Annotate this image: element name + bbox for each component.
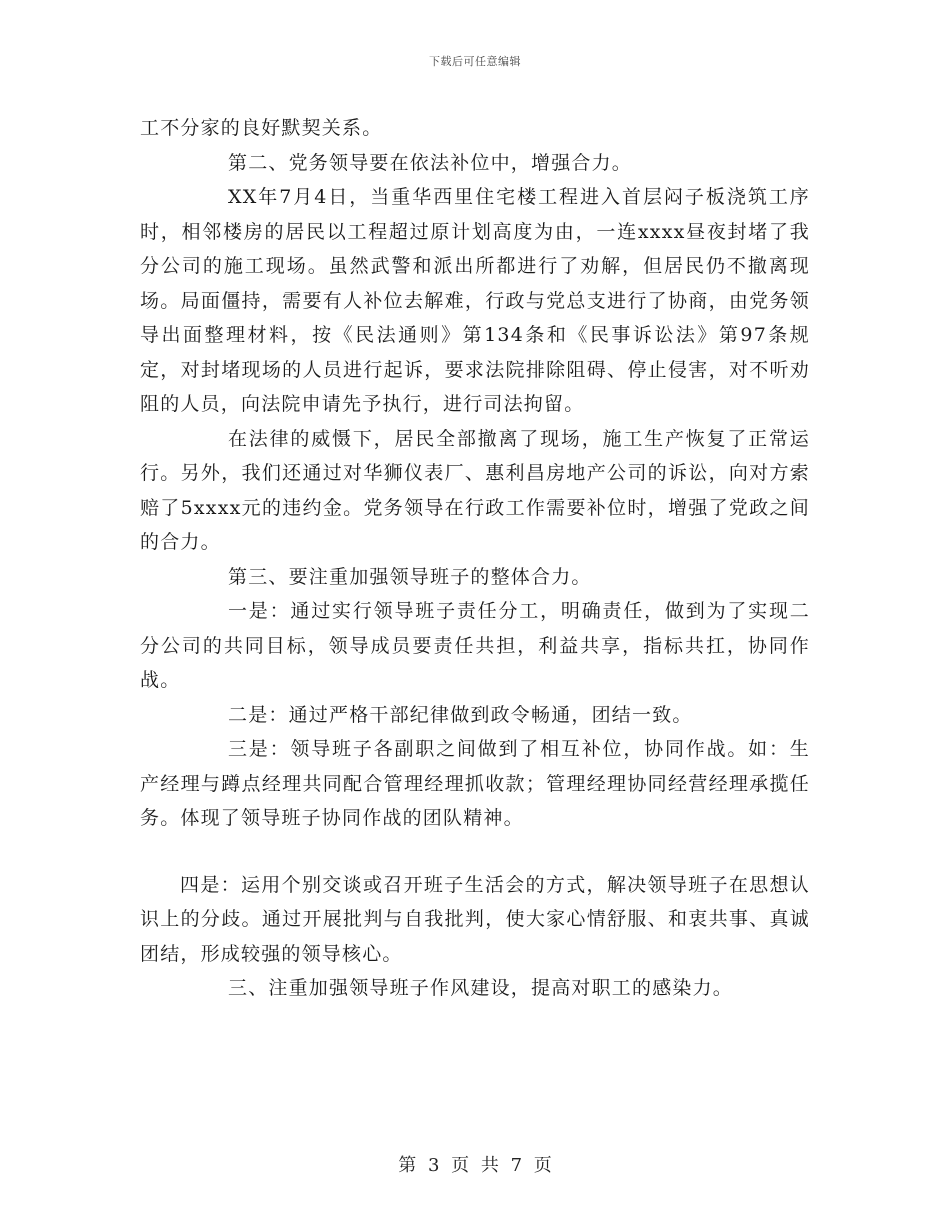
paragraph: 在法律的威慑下，居民全部撤离了现场，施工生产恢复了正常运行。另外，我们还通过对华狮仪表厂、惠利昌房地产公司的诉讼，向对方索赔了5xxxx元的违约金。党务领导在行政工作需要补位时，增强了党政之间的合力。: [140, 427, 810, 553]
document-body: [140, 111, 810, 1006]
paragraph: 二是：通过严格干部纪律做到政令畅通，团结一致。: [228, 703, 693, 726]
paragraph-gap: [140, 836, 810, 868]
paragraph: 三、注重加强领导班子作风建设，提高对职工的感染力。: [228, 977, 734, 999]
paragraph: 四是：运用个别交谈或召开班子生活会的方式，解决领导班子在思想认识上的分歧。通过开展批判与自我批判，使大家心情舒服、和衷共事、真诚团结，形成较强的领导核心。: [140, 873, 810, 965]
paragraph: XX年7月4日，当重华西里住宅楼工程进入首层闷子板浇筑工序时，相邻楼房的居民以工程超过原计划高度为由，一连xxxx昼夜封堵了我分公司的施工现场。虽然武警和派出所都进行了劝解，但居民仍不撤离现场。局面僵持，需要有人补位去解难，行政与党总支进行了协商，由党务领导出面整理材料，按《民法通则》第134条和《民事诉讼法》第97条规定，对封堵现场的人员进行起诉，要求法院排除阻碍、停止侵害，对不听劝阻的人员，向法院申请先予执行，进行司法拘留。: [140, 186, 810, 415]
paragraph: 三是：领导班子各副职之间做到了相互补位，协同作战。如：生产经理与蹲点经理共同配合管理经理抓收款；管理经理协同经营经理承揽任务。体现了领导班子协同作战的团队精神。: [140, 738, 810, 829]
page-number: 第 3 页 共 7 页: [398, 1155, 552, 1176]
page-header-note: 下载后可任意编辑: [429, 55, 521, 68]
paragraph: 一是：通过实行领导班子责任分工，明确责任，做到为了实现二分公司的共同目标，领导成员要责任共担，利益共享，指标共扛，协同作战。: [140, 600, 810, 691]
paragraph: 第二、党务领导要在依法补位中，增强合力。: [228, 151, 633, 174]
paragraph: 工不分家的良好默契关系。: [140, 117, 383, 139]
paragraph: 第三、要注重加强领导班子的整体合力。: [228, 565, 592, 588]
